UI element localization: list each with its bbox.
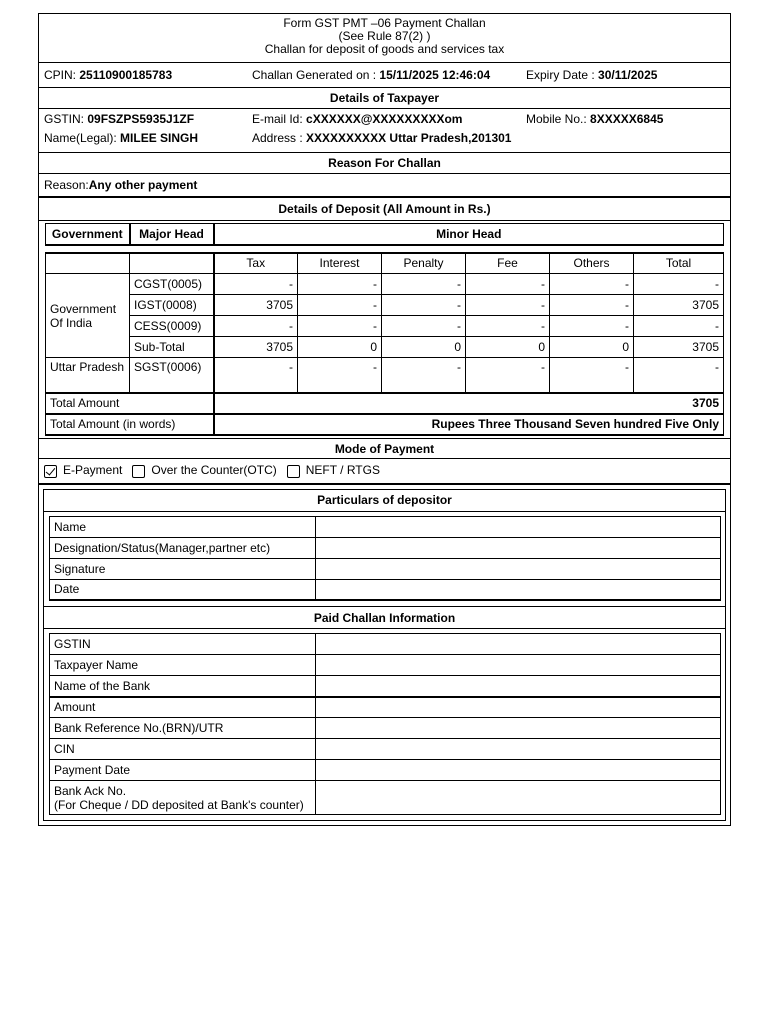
expiry-date: Expiry Date : 30/11/2025 xyxy=(526,68,658,82)
major-head: CESS(0009) xyxy=(130,316,214,337)
total-amount-value: 3705 xyxy=(214,393,724,414)
depositor-wrapper xyxy=(39,485,730,826)
field-label: Payment Date xyxy=(50,760,316,781)
table-row xyxy=(46,358,724,393)
state-label: Uttar Pradesh xyxy=(46,358,130,393)
govt-india-label: Government Of India xyxy=(46,274,130,358)
table-row xyxy=(50,676,721,697)
reason-section-title: Reason For Challan xyxy=(39,153,730,174)
depositor-title: Particulars of depositor xyxy=(44,490,725,512)
form-subtitle: Challan for deposit of goods and services tax xyxy=(264,42,505,56)
table-row xyxy=(50,558,721,579)
field-value-empty[interactable] xyxy=(316,579,721,600)
option-otc[interactable]: Over the Counter(OTC) xyxy=(132,463,276,477)
total-amount-row xyxy=(46,393,724,414)
deposit-body xyxy=(39,246,730,436)
table-cell: - xyxy=(634,274,724,295)
cpin: CPIN: 25110900185783 xyxy=(44,68,173,82)
field-label: Designation/Status(Manager,partner etc) xyxy=(50,537,316,558)
total-words-row xyxy=(46,414,724,435)
field-label: Date xyxy=(50,579,316,600)
gstin: GSTIN: 09FSZPS5935J1ZF xyxy=(44,112,195,126)
option-neft-rtgs[interactable]: NEFT / RTGS xyxy=(287,463,380,477)
table-cell: - xyxy=(466,358,550,393)
payment-mode-title: Mode of Payment xyxy=(39,438,730,459)
deposit-table xyxy=(45,252,724,436)
table-cell: 3705 xyxy=(214,295,298,316)
field-label: Bank Reference No.(BRN)/UTR xyxy=(50,718,316,739)
field-value-empty[interactable] xyxy=(316,760,721,781)
field-label: Name of the Bank xyxy=(50,676,316,697)
depositor-table xyxy=(49,516,721,602)
table-row xyxy=(50,655,721,676)
table-cell: 0 xyxy=(382,337,466,358)
challan-generated: Challan Generated on : 15/11/2025 12:46:04 xyxy=(252,68,491,82)
mobile: Mobile No.: 8XXXXX6845 xyxy=(526,112,664,126)
field-label: Name xyxy=(50,516,316,537)
field-value-empty[interactable] xyxy=(316,781,721,815)
field-value-empty[interactable] xyxy=(316,516,721,537)
head-minor: Minor Head xyxy=(214,224,724,245)
table-cell: - xyxy=(298,295,382,316)
table-row xyxy=(46,274,724,295)
paid-info-title: Paid Challan Information xyxy=(44,606,725,629)
reason-value: Any other payment xyxy=(88,178,198,192)
col-interest: Interest xyxy=(298,253,382,274)
field-value-empty[interactable] xyxy=(316,655,721,676)
col-penalty: Penalty xyxy=(382,253,466,274)
col-tax: Tax xyxy=(214,253,298,274)
checkbox-empty-icon[interactable] xyxy=(132,465,145,478)
legal-name: Name(Legal): MILEE SINGH xyxy=(44,131,199,145)
option-epayment[interactable]: E-Payment xyxy=(44,463,122,477)
table-row xyxy=(46,295,724,316)
challan-form xyxy=(38,13,731,826)
table-cell: - xyxy=(466,316,550,337)
taxpayer-details xyxy=(39,109,730,153)
table-cell: - xyxy=(550,295,634,316)
total-words-label: Total Amount (in words) xyxy=(46,414,214,435)
total-amount-label: Total Amount xyxy=(46,393,214,414)
paid-info-table xyxy=(49,633,721,815)
table-row xyxy=(46,337,724,358)
depositor-box xyxy=(43,489,726,822)
table-cell: - xyxy=(634,358,724,393)
table-cell: - xyxy=(298,358,382,393)
field-label: CIN xyxy=(50,739,316,760)
col-fee: Fee xyxy=(466,253,550,274)
table-cell: 0 xyxy=(298,337,382,358)
form-rule: (See Rule 87(2) ) xyxy=(338,29,431,43)
head-major: Major Head xyxy=(130,224,214,245)
major-head: Sub-Total xyxy=(130,337,214,358)
table-cell: - xyxy=(550,274,634,295)
field-label: Taxpayer Name xyxy=(50,655,316,676)
field-value-empty[interactable] xyxy=(316,537,721,558)
col-total: Total xyxy=(634,253,724,274)
table-cell: - xyxy=(214,274,298,295)
field-value-empty[interactable] xyxy=(316,739,721,760)
table-row xyxy=(50,634,721,655)
field-value-empty[interactable] xyxy=(316,718,721,739)
checkbox-empty-icon[interactable] xyxy=(287,465,300,478)
head-government: Government xyxy=(46,224,130,245)
table-cell: - xyxy=(382,295,466,316)
field-value-empty[interactable] xyxy=(316,676,721,697)
major-head: SGST(0006) xyxy=(130,358,214,393)
field-value-empty[interactable] xyxy=(316,634,721,655)
taxpayer-section-title: Details of Taxpayer xyxy=(39,88,730,109)
table-cell: - xyxy=(214,358,298,393)
table-row xyxy=(50,718,721,739)
table-cell: - xyxy=(382,274,466,295)
table-cell: - xyxy=(214,316,298,337)
checkbox-checked-icon[interactable] xyxy=(44,465,57,478)
table-cell: 3705 xyxy=(634,295,724,316)
table-cell: - xyxy=(550,358,634,393)
table-cell: - xyxy=(550,316,634,337)
table-row xyxy=(50,760,721,781)
payment-mode-options xyxy=(39,459,730,485)
deposit-head-table xyxy=(45,223,724,246)
major-head: IGST(0008) xyxy=(130,295,214,316)
table-cell: 0 xyxy=(550,337,634,358)
total-words-value: Rupees Three Thousand Seven hundred Five Only xyxy=(214,414,724,435)
major-head: CGST(0005) xyxy=(130,274,214,295)
deposit-column-header-row xyxy=(46,253,724,274)
table-cell: - xyxy=(298,274,382,295)
field-value-empty[interactable] xyxy=(316,558,721,579)
address: Address : XXXXXXXXXX Uttar Pradesh,201301 xyxy=(252,131,512,145)
deposit-section-title: Details of Deposit (All Amount in Rs.) xyxy=(39,198,730,221)
table-cell: - xyxy=(382,316,466,337)
field-label: Amount xyxy=(50,697,316,718)
table-cell: - xyxy=(382,358,466,393)
table-cell: - xyxy=(634,316,724,337)
table-cell: 0 xyxy=(466,337,550,358)
field-value-empty[interactable] xyxy=(316,697,721,718)
table-row xyxy=(50,579,721,600)
table-cell: - xyxy=(466,274,550,295)
field-label: Signature xyxy=(50,558,316,579)
col-others: Others xyxy=(550,253,634,274)
cpin-row xyxy=(39,63,730,88)
table-row xyxy=(50,516,721,537)
bank-ack-label: Bank Ack No. (For Cheque / DD deposited at Bank's counter) xyxy=(50,781,316,815)
field-label: GSTIN xyxy=(50,634,316,655)
table-row xyxy=(46,316,724,337)
deposit-heads xyxy=(39,221,730,246)
table-row xyxy=(50,739,721,760)
table-row xyxy=(50,781,721,815)
form-header xyxy=(39,14,730,63)
table-cell: - xyxy=(298,316,382,337)
table-cell: 3705 xyxy=(214,337,298,358)
email: E-mail Id: cXXXXXX@XXXXXXXXXom xyxy=(252,112,463,126)
table-row xyxy=(50,537,721,558)
reason-row: Reason: Any other payment xyxy=(39,174,730,198)
table-row xyxy=(50,697,721,718)
form-title: Form GST PMT –06 Payment Challan xyxy=(283,16,486,30)
table-cell: 3705 xyxy=(634,337,724,358)
table-cell: - xyxy=(466,295,550,316)
